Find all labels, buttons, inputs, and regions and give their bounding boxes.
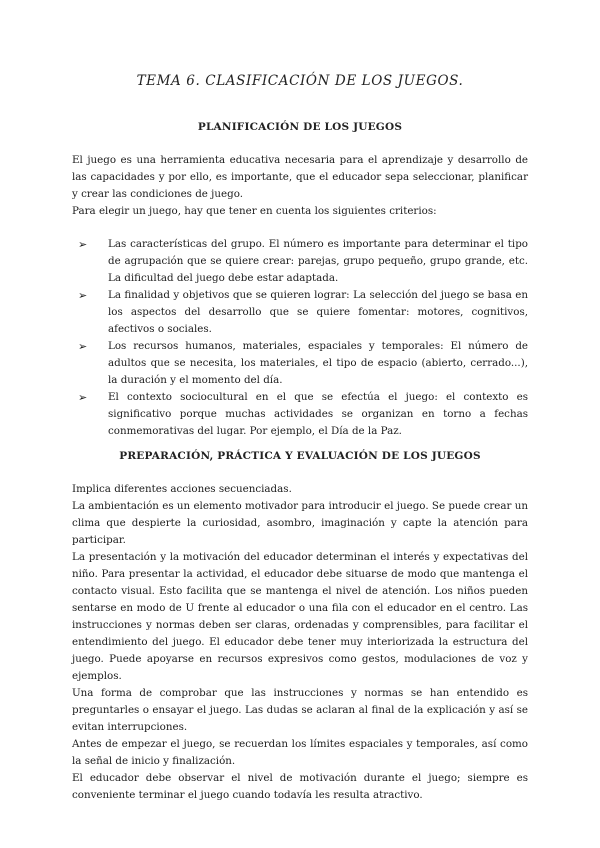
body-paragraph: Una forma de comprobar que las instrucciones y normas se han entendido es preguntarles o ensayar el juego. Las dudas se aclaran al final de la explicación y así se evitan interrupciones. — [72, 687, 528, 733]
intro-paragraph: El juego es una herramienta educativa necesaria para el aprendizaje y desarrollo de las capacidades y por ello, es importante, que el educador sepa seleccionar, planificar y crear las condiciones de juego. — [72, 154, 528, 200]
body-paragraph: La presentación y la motivación del educador determinan el interés y expectativas del niño. Para presentar la actividad, el educador debe situarse de modo que mantenga el contacto visual. Esto facilita que se mantenga el nivel de atención. Los niños pueden sentarse en modo de U frente al educador o una fila con el educador en el centro. Las instrucciones y normas deben ser claras, ordenadas y comprensibles, para facilitar el entendimiento del juego. El educador debe tener muy interiorizada la estructura del juego. Puede apoyarse en recursos expresivos como gestos, modulaciones de voz y ejemplos. — [72, 551, 528, 682]
section-heading-planificacion: PLANIFICACIÓN DE LOS JUEGOS — [197, 121, 403, 133]
criteria-list — [72, 236, 528, 440]
criteria-text: Las características del grupo. El número es importante para determinar el tipo de agrupación que se quiere crear: parejas, grupo pequeño, grupo grande, etc. La dificultad del juego debe estar adaptada. — [108, 238, 528, 284]
criteria-text: Los recursos humanos, materiales, espaciales y temporales: El número de adultos que se necesita, los materiales, el tipo de espacio (abierto, cerrado...), la duración y el momento del día. — [108, 340, 528, 386]
body-paragraph: Antes de empezar el juego, se recuerdan los límites espaciales y temporales, así como la señal de inicio y finalización. — [72, 738, 528, 767]
body-paragraph: El educador debe observar el nivel de motivación durante el juego; siempre es conveniente terminar el juego cuando todavía les resulta atractivo. — [72, 772, 528, 801]
criteria-text: La finalidad y objetivos que se quieren lograr: La selección del juego se basa en los aspectos del desarrollo que se quiere fomentar: motores, cognitivos, afectivos o sociales. — [108, 289, 528, 335]
preparation-body — [72, 481, 528, 804]
body-paragraph: Implica diferentes acciones secuenciadas. — [72, 483, 292, 495]
body-paragraph: La ambientación es un elemento motivador para introducir el juego. Se puede crear un clima que despierte la curiosidad, asombro, imaginación y capte la atención para participar. — [72, 500, 528, 546]
list-item — [72, 338, 528, 389]
section-heading-preparacion: PREPARACIÓN, PRÁCTICA Y EVALUACIÓN DE LOS JUEGOS — [119, 450, 481, 462]
criteria-lead-paragraph: Para elegir un juego, hay que tener en cuenta los siguientes criterios: — [72, 205, 437, 217]
arrow-bullet-icon: ➢ — [78, 289, 88, 302]
page-title: TEMA 6. CLASIFICACIÓN DE LOS JUEGOS. — [136, 73, 464, 89]
arrow-bullet-icon: ➢ — [78, 391, 88, 404]
list-item — [72, 236, 528, 287]
arrow-bullet-icon: ➢ — [78, 340, 88, 353]
list-item — [72, 389, 528, 440]
list-item — [72, 287, 528, 338]
intro-block — [72, 152, 528, 220]
arrow-bullet-icon: ➢ — [78, 238, 88, 251]
criteria-text: El contexto sociocultural en el que se efectúa el juego: el contexto es significativo porque muchas actividades se organizan en torno a fechas conmemorativas del lugar. Por ejemplo, el Día de la Paz. — [108, 391, 528, 437]
